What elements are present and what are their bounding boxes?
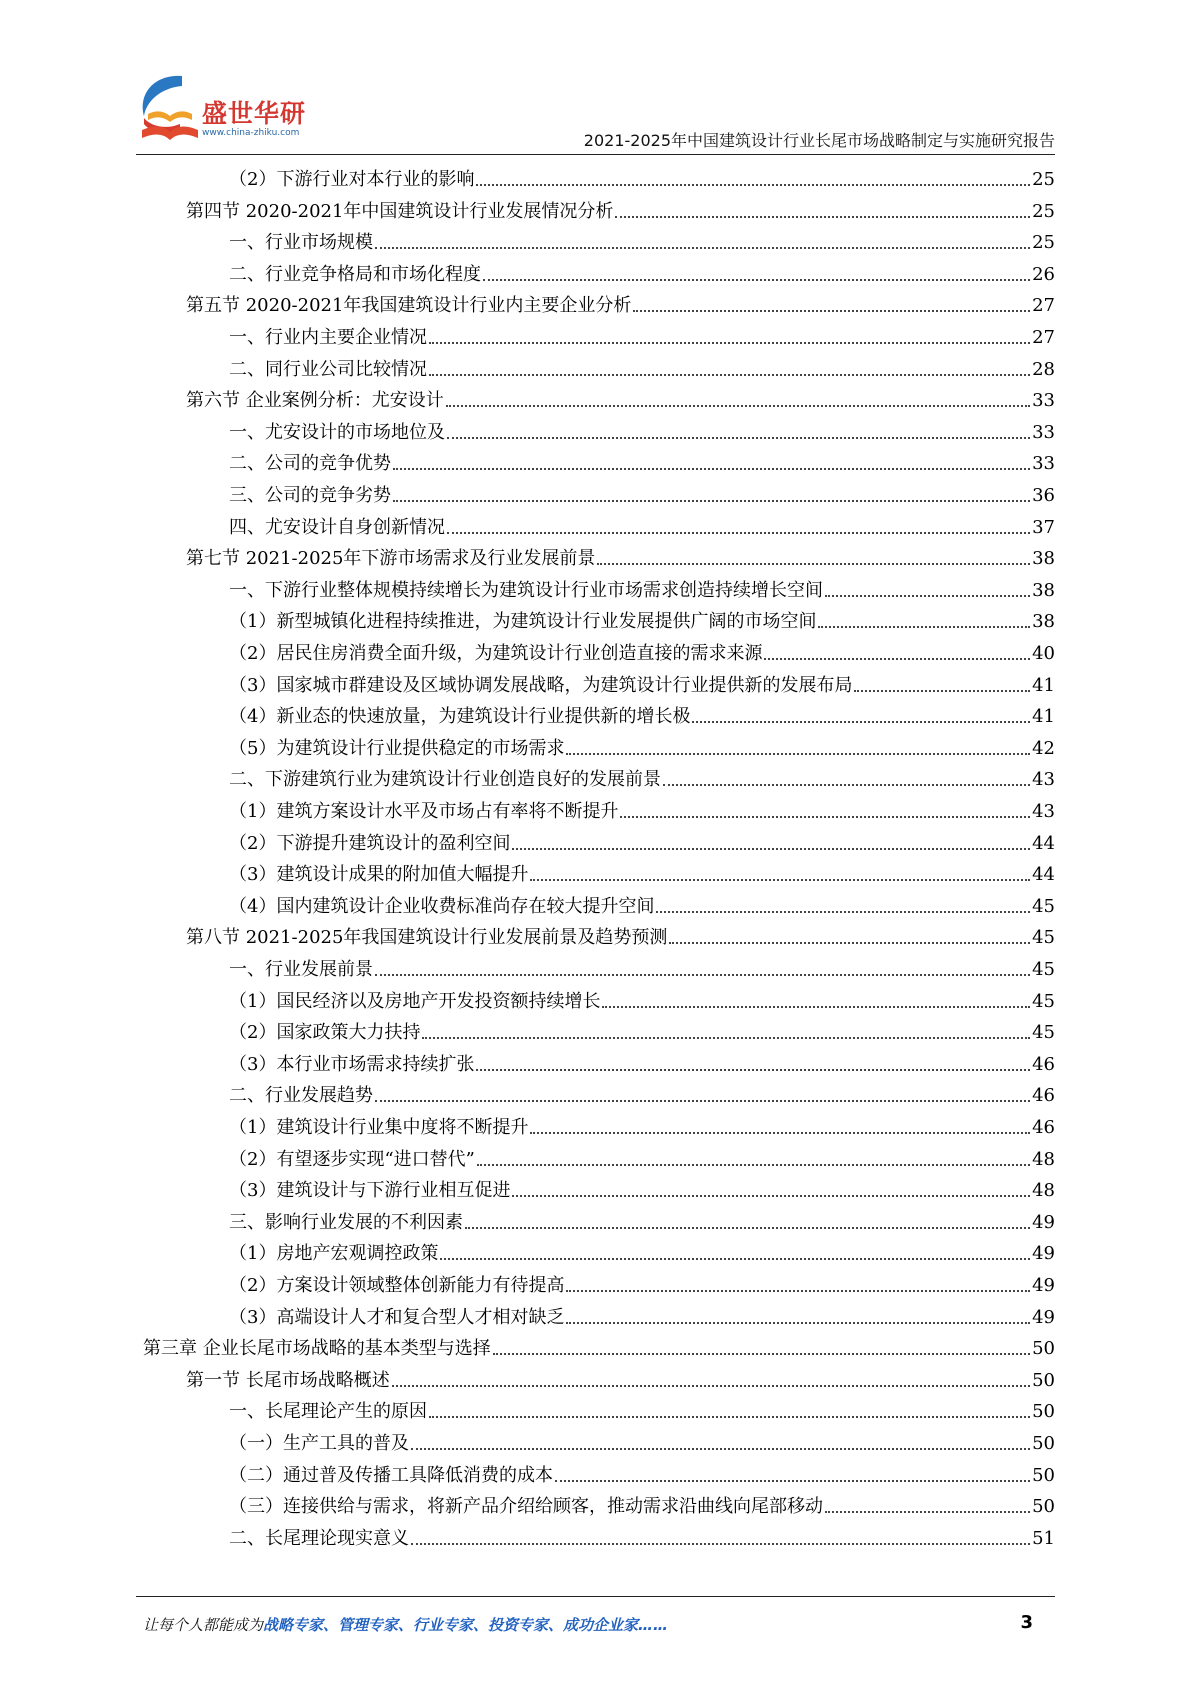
toc-entry[interactable] (229, 855, 1055, 886)
toc-entry[interactable] (229, 1076, 1055, 1107)
toc-entry-page: 25 (1032, 232, 1055, 254)
toc-dot-leader (633, 310, 1030, 312)
toc-dot-leader (566, 1322, 1030, 1324)
toc-entry-label: （2）有望逐步实现“进口替代” (229, 1148, 475, 1170)
toc-entry-page: 44 (1032, 864, 1055, 886)
toc-entry[interactable] (229, 476, 1055, 507)
toc-entry-page: 33 (1032, 421, 1055, 443)
toc-entry-label: （2）方案设计领域整体创新能力有待提高 (229, 1275, 565, 1296)
toc-dot-leader (493, 1353, 1030, 1355)
toc-dot-leader (476, 1069, 1030, 1071)
toc-entry[interactable] (229, 1392, 1055, 1423)
toc-entry[interactable] (143, 1329, 1055, 1360)
toc-entry-page: 51 (1032, 1527, 1055, 1549)
brand-name: 盛世华研 (202, 99, 307, 128)
toc-entry-label: （2）国家政策大力扶持 (229, 1022, 421, 1044)
toc-dot-leader (764, 658, 1030, 660)
toc-entry-label: 二、长尾理论现实意义 (229, 1527, 409, 1549)
toc-dot-leader (446, 405, 1030, 407)
toc-entry-page: 38 (1032, 579, 1055, 601)
toc-dot-leader (429, 374, 1030, 376)
toc-entry-page: 25 (1032, 200, 1055, 222)
toc-dot-leader (530, 1132, 1030, 1134)
toc-entry-label: （2）居民住房消费全面升级，为建筑设计行业创造直接的需求来源 (229, 643, 763, 664)
toc-entry-page: 43 (1032, 801, 1055, 822)
toc-entry[interactable] (229, 634, 1055, 665)
toc-entry-label: 第五节 2020-2021年我国建筑设计行业内主要企业分析 (186, 295, 632, 317)
toc-entry-page: 28 (1032, 358, 1055, 380)
toc-entry[interactable] (229, 982, 1055, 1013)
toc-dot-leader (429, 1416, 1030, 1418)
toc-entry-page: 42 (1032, 737, 1055, 759)
toc-entry-label: （3）本行业市场需求持续扩张 (229, 1053, 475, 1075)
toc-entry[interactable] (229, 697, 1055, 728)
toc-entry-page: 48 (1032, 1180, 1055, 1202)
brand-url: www.china-zhiku.com (202, 128, 300, 138)
toc-entry-label: （5）为建筑设计行业提供稳定的市场需求 (229, 737, 565, 759)
footer-prefix: 让每个人都能成为 (143, 1616, 264, 1634)
toc-entry[interactable] (229, 255, 1055, 286)
toc-entry[interactable] (229, 824, 1055, 855)
toc-entry-label: 四、尤安设计自身创新情况 (229, 516, 445, 538)
page-number: 3 (1020, 1612, 1033, 1633)
toc-entry[interactable] (229, 1013, 1055, 1044)
toc-dot-leader (393, 468, 1030, 470)
toc-entry[interactable] (229, 666, 1055, 697)
report-title: 2021-2025年中国建筑设计行业长尾市场战略制定与实施研究报告 (583, 131, 1055, 150)
page-header (0, 0, 1191, 160)
toc-entry-page: 25 (1032, 169, 1055, 190)
toc-entry-page: 33 (1032, 390, 1055, 412)
toc-entry-label: （3）国家城市群建设及区域协调发展战略，为建筑设计行业提供新的发展布局 (229, 674, 853, 696)
toc-entry[interactable] (229, 1171, 1055, 1202)
toc-entry[interactable] (229, 223, 1055, 254)
toc-entry-label: （4）新业态的快速放量，为建筑设计行业提供新的增长极 (229, 706, 691, 728)
toc-entry-label: 第八节 2021-2025年我国建筑设计行业发展前景及趋势预测 (186, 927, 668, 949)
toc-dot-leader (692, 721, 1030, 723)
toc-entry-label: 三、影响行业发展的不利因素 (229, 1211, 463, 1233)
toc-entry[interactable] (229, 1456, 1055, 1487)
toc-entry-label: 一、尤安设计的市场地位及 (229, 421, 445, 443)
toc-entry-label: （三）连接供给与需求，将新产品介绍给顾客，推动需求沿曲线向尾部移动 (229, 1496, 823, 1518)
toc-entry[interactable] (229, 760, 1055, 791)
toc-entry-label: （一）生产工具的普及 (229, 1433, 409, 1454)
toc-entry-label: 三、公司的竞争劣势 (229, 485, 391, 506)
toc-dot-leader (530, 879, 1030, 881)
header-divider (136, 154, 1055, 155)
toc-dot-leader (422, 1037, 1030, 1039)
toc-entry[interactable] (229, 508, 1055, 539)
toc-dot-leader (512, 1195, 1030, 1197)
toc-entry-page: 45 (1032, 1022, 1055, 1044)
toc-dot-leader (597, 563, 1030, 565)
toc-entry[interactable] (186, 1361, 1055, 1392)
toc-dot-leader (477, 1164, 1030, 1166)
toc-dot-leader (476, 184, 1030, 186)
toc-entry-page: 45 (1032, 990, 1055, 1012)
toc-entry-label: 一、行业内主要企业情况 (229, 327, 427, 348)
toc-dot-leader (411, 1543, 1030, 1545)
toc-dot-leader (429, 342, 1030, 344)
toc-entry[interactable] (229, 1045, 1055, 1076)
toc-entry-page: 49 (1032, 1211, 1055, 1233)
toc-dot-leader (566, 1290, 1030, 1292)
toc-entry-page: 41 (1032, 706, 1055, 728)
toc-entry-label: （1）房地产宏观调控政策 (229, 1243, 439, 1265)
toc-entry-label: （3）高端设计人才和复合型人才相对缺乏 (229, 1306, 565, 1328)
toc-entry-label: 一、下游行业整体规模持续增长为建筑设计行业市场需求创造持续增长空间 (229, 579, 823, 601)
toc-dot-leader (615, 216, 1030, 218)
toc-entry-label: （4）国内建筑设计企业收费标准尚存在较大提升空间 (229, 895, 655, 917)
toc-entry[interactable] (229, 1108, 1055, 1139)
toc-entry[interactable] (229, 444, 1055, 475)
toc-entry-page: 33 (1032, 453, 1055, 475)
toc-entry-page: 45 (1032, 895, 1055, 917)
toc-entry-label: 一、行业市场规模 (229, 232, 373, 254)
toc-entry[interactable] (229, 1266, 1055, 1297)
toc-entry[interactable] (186, 539, 1055, 570)
toc-dot-leader (375, 247, 1030, 249)
toc-dot-leader (620, 816, 1030, 818)
toc-entry-page: 50 (1032, 1496, 1055, 1518)
toc-entry-page: 50 (1032, 1338, 1055, 1360)
toc-entry-page: 26 (1032, 263, 1055, 285)
toc-entry-page: 27 (1032, 327, 1055, 348)
toc-entry[interactable] (186, 286, 1055, 317)
toc-dot-leader (669, 942, 1030, 944)
toc-entry-page: 40 (1032, 643, 1055, 664)
toc-entry-page: 27 (1032, 295, 1055, 317)
book-swoosh-logo-icon (136, 72, 202, 152)
toc-dot-leader (447, 532, 1030, 534)
toc-entry[interactable] (229, 1203, 1055, 1234)
toc-dot-leader (393, 500, 1030, 502)
toc-entry[interactable] (229, 1298, 1055, 1329)
toc-entry[interactable] (229, 413, 1055, 444)
toc-entry-label: 一、长尾理论产生的原因 (229, 1401, 427, 1423)
toc-entry-label: 二、下游建筑行业为建筑设计行业创造良好的发展前景 (229, 769, 661, 791)
toc-dot-leader (447, 437, 1030, 439)
toc-entry-label: 二、行业发展趋势 (229, 1085, 373, 1107)
toc-entry-page: 45 (1032, 959, 1055, 980)
toc-entry[interactable] (229, 729, 1055, 760)
toc-entry[interactable] (229, 1519, 1055, 1550)
toc-entry-label: （二）通过普及传播工具降低消费的成本 (229, 1464, 553, 1486)
toc-entry-page: 38 (1032, 548, 1055, 570)
toc-entry-page: 46 (1032, 1117, 1055, 1138)
toc-entry-label: （1）国民经济以及房地产开发投资额持续增长 (229, 990, 601, 1012)
toc-entry-page: 36 (1032, 485, 1055, 506)
toc-entry[interactable] (229, 1487, 1055, 1518)
toc-entry-label: 第六节 企业案例分析：尤安设计 (186, 390, 444, 412)
toc-dot-leader (392, 1385, 1030, 1387)
toc-entry-page: 37 (1032, 516, 1055, 538)
toc-entry[interactable] (229, 160, 1055, 191)
toc-entry-page: 48 (1032, 1148, 1055, 1170)
toc-entry-label: 第四节 2020-2021年中国建筑设计行业发展情况分析 (186, 200, 614, 222)
toc-entry-label: 二、行业竞争格局和市场化程度 (229, 263, 481, 285)
toc-entry-page: 49 (1032, 1275, 1055, 1296)
toc-entry[interactable] (186, 381, 1055, 412)
toc-entry-page: 49 (1032, 1243, 1055, 1265)
toc-entry-page: 50 (1032, 1464, 1055, 1486)
toc-dot-leader (602, 1006, 1030, 1008)
toc-entry[interactable] (229, 1140, 1055, 1171)
toc-entry-label: （2）下游行业对本行业的影响 (229, 169, 475, 190)
toc-entry-page: 44 (1032, 832, 1055, 854)
toc-dot-leader (375, 974, 1030, 976)
footer-slogan (143, 1614, 668, 1635)
toc-entry[interactable] (229, 887, 1055, 918)
footer-divider (136, 1596, 1055, 1597)
toc-entry[interactable] (229, 950, 1055, 981)
toc-entry-label: （2）下游提升建筑设计的盈利空间 (229, 832, 511, 854)
toc-dot-leader (411, 1448, 1030, 1450)
company-logo (136, 72, 336, 152)
toc-dot-leader (854, 690, 1030, 692)
toc-entry-label: （3）建筑设计成果的附加值大幅提升 (229, 864, 529, 886)
toc-entry[interactable] (186, 918, 1055, 949)
toc-dot-leader (483, 279, 1030, 281)
toc-entry-page: 45 (1032, 927, 1055, 949)
toc-dot-leader (825, 1511, 1030, 1513)
toc-entry[interactable] (229, 571, 1055, 602)
toc-entry-page: 41 (1032, 674, 1055, 696)
toc-entry[interactable] (229, 792, 1055, 823)
footer-highlight: 战略专家、管理专家、行业专家、投资专家、成功企业家…… (263, 1616, 669, 1634)
toc-dot-leader (663, 784, 1030, 786)
toc-entry[interactable] (229, 602, 1055, 633)
toc-entry-page: 46 (1032, 1085, 1055, 1107)
toc-entry[interactable] (229, 318, 1055, 349)
toc-dot-leader (656, 911, 1030, 913)
toc-entry-page: 50 (1032, 1369, 1055, 1391)
toc-entry-page: 50 (1032, 1433, 1055, 1454)
toc-entry-page: 38 (1032, 611, 1055, 633)
toc-entry-page: 43 (1032, 769, 1055, 791)
toc-entry[interactable] (186, 192, 1055, 223)
toc-entry-label: 二、同行业公司比较情况 (229, 358, 427, 380)
toc-entry-page: 46 (1032, 1053, 1055, 1075)
toc-entry-page: 49 (1032, 1306, 1055, 1328)
toc-dot-leader (555, 1480, 1030, 1482)
toc-entry[interactable] (229, 1424, 1055, 1455)
toc-entry-label: 二、公司的竞争优势 (229, 453, 391, 475)
toc-dot-leader (818, 626, 1030, 628)
toc-entry-label: 第七节 2021-2025年下游市场需求及行业发展前景 (186, 548, 596, 570)
toc-entry[interactable] (229, 1234, 1055, 1265)
toc-dot-leader (825, 595, 1030, 597)
toc-entry-label: （1）建筑方案设计水平及市场占有率将不断提升 (229, 801, 619, 822)
toc-entry-label: 一、行业发展前景 (229, 959, 373, 980)
toc-entry-label: （3）建筑设计与下游行业相互促进 (229, 1180, 511, 1202)
toc-dot-leader (512, 848, 1030, 850)
toc-entry-label: 第一节 长尾市场战略概述 (186, 1369, 390, 1391)
toc-dot-leader (375, 1100, 1030, 1102)
toc-entry-page: 50 (1032, 1401, 1055, 1423)
toc-dot-leader (566, 753, 1030, 755)
toc-dot-leader (440, 1258, 1030, 1260)
toc-entry-label: 第三章 企业长尾市场战略的基本类型与选择 (143, 1338, 491, 1360)
toc-entry[interactable] (229, 350, 1055, 381)
toc-entry-label: （1）新型城镇化进程持续推进，为建筑设计行业发展提供广阔的市场空间 (229, 611, 817, 633)
toc-dot-leader (465, 1227, 1030, 1229)
toc-entry-label: （1）建筑设计行业集中度将不断提升 (229, 1117, 529, 1138)
